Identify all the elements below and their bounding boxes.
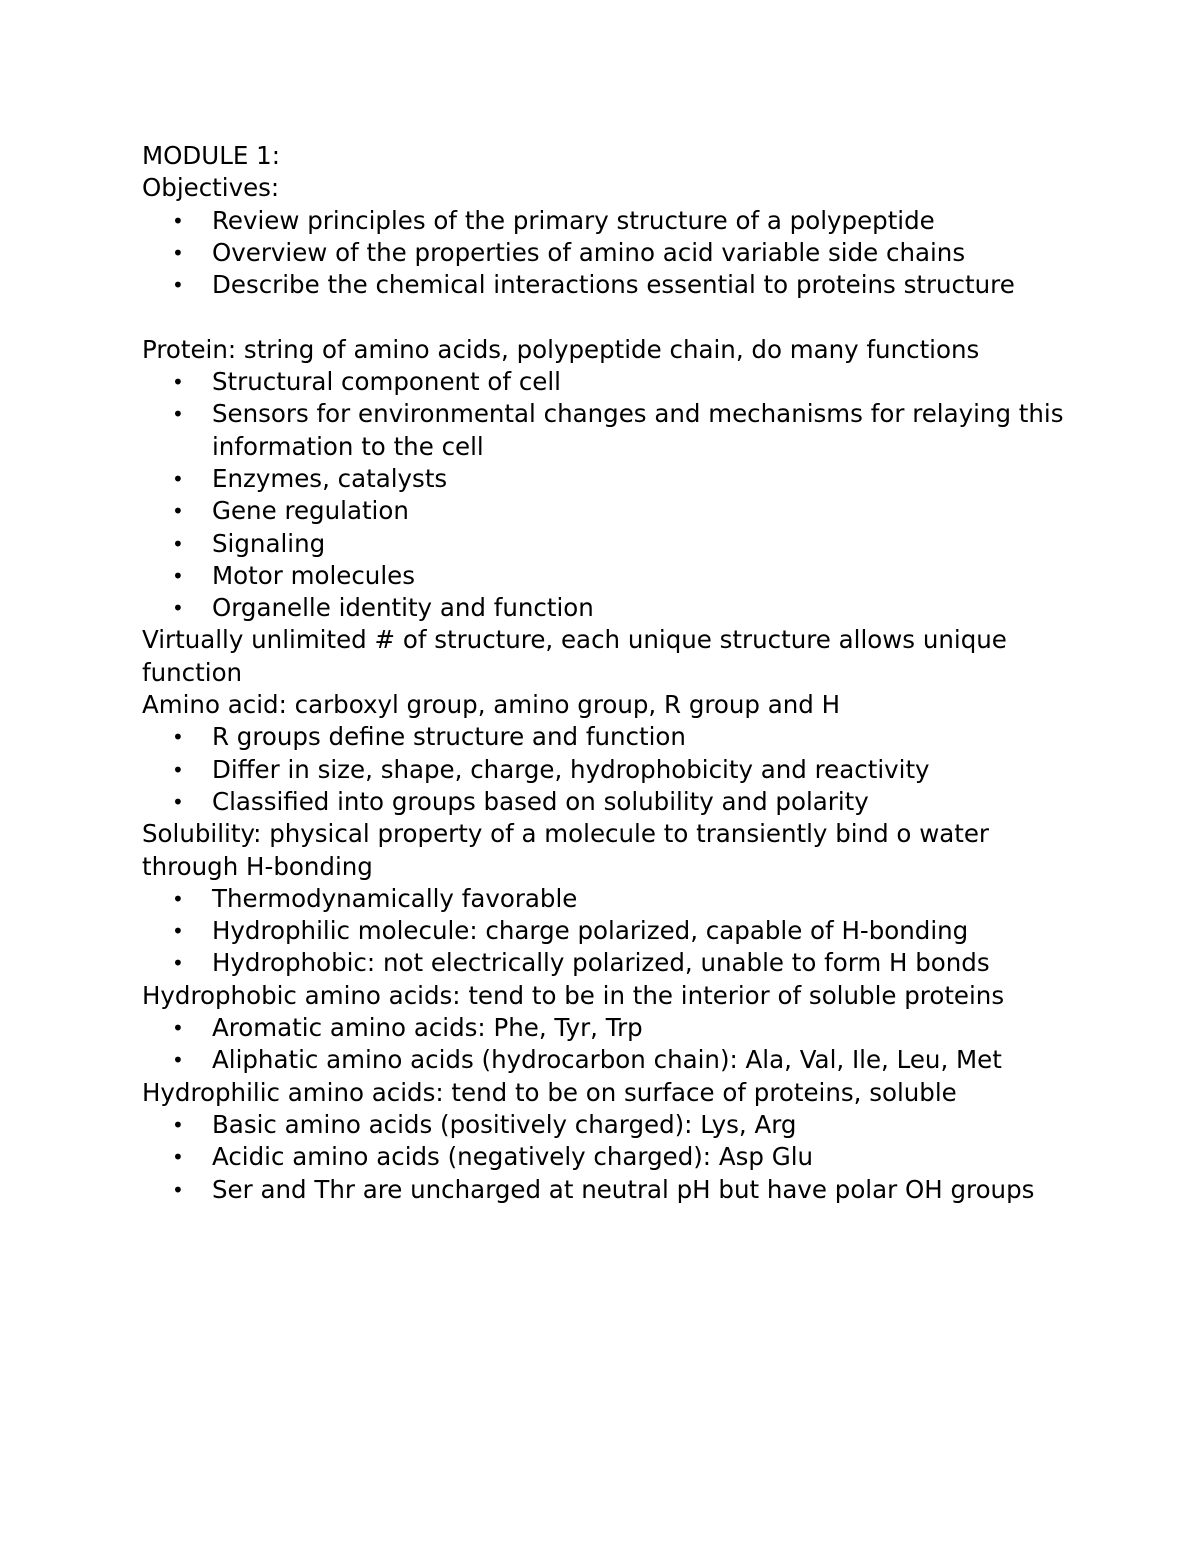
bullet-icon: • bbox=[172, 499, 184, 524]
bullet-icon: • bbox=[172, 402, 184, 427]
objectives-list bbox=[142, 205, 1072, 302]
list-item: • Ser and Thr are uncharged at neutral pH but have polar OH groups bbox=[142, 1174, 1072, 1206]
bullet-icon: • bbox=[172, 563, 184, 588]
list-item: • Classified into groups based on solubility and polarity bbox=[142, 786, 1072, 818]
list-item: • Differ in size, shape, charge, hydrophobicity and reactivity bbox=[142, 754, 1072, 786]
list-item: • Motor molecules bbox=[142, 560, 1072, 592]
hydrophobic-aa-definition: Hydrophobic amino acids: tend to be in the interior of soluble proteins bbox=[142, 980, 1005, 1010]
solubility-definition: Solubility: physical property of a molecule to transiently bind o water through H-bonding bbox=[142, 819, 989, 881]
bullet-icon: • bbox=[172, 370, 184, 395]
bullet-icon: • bbox=[172, 886, 184, 911]
solubility-list bbox=[142, 883, 1072, 980]
bullet-icon: • bbox=[172, 789, 184, 814]
list-item: • Hydrophilic molecule: charge polarized, capable of H-bonding bbox=[142, 915, 1072, 947]
bullet-icon: • bbox=[172, 208, 184, 233]
bullet-icon: • bbox=[172, 1016, 184, 1041]
list-item: • Review principles of the primary structure of a polypeptide bbox=[142, 205, 1072, 237]
list-item: • Gene regulation bbox=[142, 495, 1072, 527]
list-item: • Structural component of cell bbox=[142, 366, 1072, 398]
list-item: • Thermodynamically favorable bbox=[142, 883, 1072, 915]
bullet-icon: • bbox=[172, 1112, 184, 1137]
module-title: MODULE 1: bbox=[142, 141, 280, 170]
list-item: • Aromatic amino acids: Phe, Tyr, Trp bbox=[142, 1012, 1072, 1044]
list-item: • Acidic amino acids (negatively charged): Asp Glu bbox=[142, 1141, 1072, 1173]
list-item: • Signaling bbox=[142, 528, 1072, 560]
bullet-icon: • bbox=[172, 757, 184, 782]
list-item: • Organelle identity and function bbox=[142, 592, 1072, 624]
bullet-icon: • bbox=[172, 1145, 184, 1170]
bullet-icon: • bbox=[172, 531, 184, 556]
bullet-icon: • bbox=[172, 596, 184, 621]
list-item: • Basic amino acids (positively charged): Lys, Arg bbox=[142, 1109, 1072, 1141]
hydrophilic-aa-list bbox=[142, 1109, 1072, 1206]
list-item: • Describe the chemical interactions essential to proteins structure bbox=[142, 269, 1072, 301]
hydrophobic-aa-list bbox=[142, 1012, 1072, 1077]
bullet-icon: • bbox=[172, 725, 184, 750]
amino-acid-definition: Amino acid: carboxyl group, amino group, R group and H bbox=[142, 690, 841, 720]
spacer bbox=[142, 301, 1072, 333]
amino-acid-list bbox=[142, 721, 1072, 818]
bullet-icon: • bbox=[172, 1048, 184, 1073]
list-item: • Overview of the properties of amino acid variable side chains bbox=[142, 237, 1072, 269]
bullet-icon: • bbox=[172, 951, 184, 976]
protein-definition: Protein: string of amino acids, polypeptide chain, do many functions bbox=[142, 334, 980, 364]
list-item: • Hydrophobic: not electrically polarized, unable to form H bonds bbox=[142, 947, 1072, 979]
bullet-icon: • bbox=[172, 1177, 184, 1202]
list-item: • Sensors for environmental changes and mechanisms for relaying this information to the cell bbox=[172, 399, 1064, 461]
document-page bbox=[142, 140, 1072, 1206]
objectives-heading: Objectives: bbox=[142, 173, 280, 203]
list-item: • Enzymes, catalysts bbox=[142, 463, 1072, 495]
list-item: • Aliphatic amino acids (hydrocarbon chain): Ala, Val, Ile, Leu, Met bbox=[142, 1044, 1072, 1076]
protein-functions-list bbox=[142, 366, 1072, 624]
bullet-icon: • bbox=[172, 919, 184, 944]
protein-note: Virtually unlimited # of structure, each unique structure allows unique function bbox=[142, 625, 1007, 687]
bullet-icon: • bbox=[172, 240, 184, 265]
bullet-icon: • bbox=[172, 466, 184, 491]
list-item: • R groups define structure and function bbox=[142, 721, 1072, 753]
hydrophilic-aa-definition: Hydrophilic amino acids: tend to be on surface of proteins, soluble bbox=[142, 1077, 957, 1107]
bullet-icon: • bbox=[172, 273, 184, 298]
